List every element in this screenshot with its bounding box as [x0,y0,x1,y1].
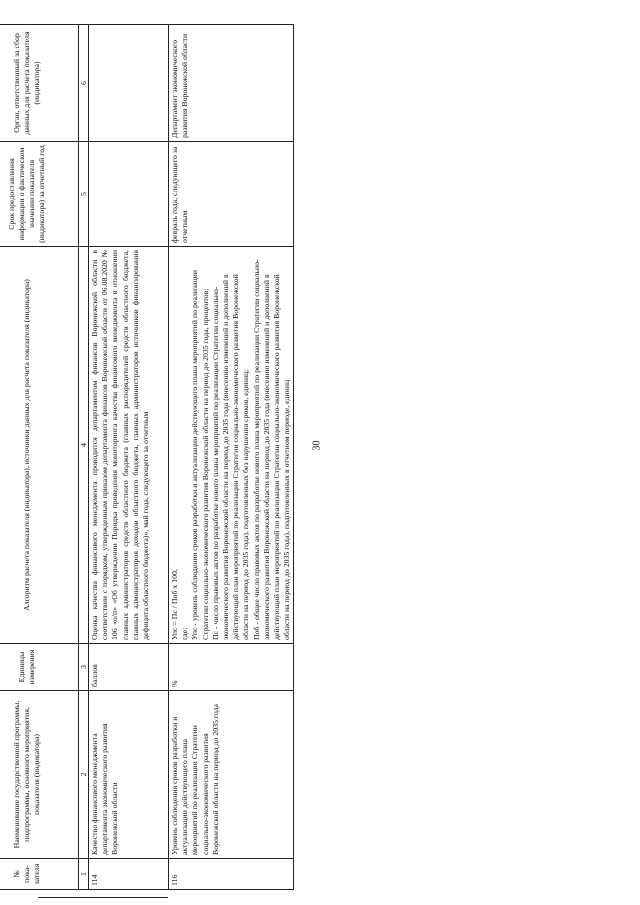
algorithm-text: Оценка качества финансового менеджмента проводится департаментом финансов Воронежской области в соответствии с порядком, утвержденным приказом департамента финансов Воронежской области от 06.08.2020 № 106 «о/п» «Об утверждении Порядка проведения мониторинга качества финансового менеджмента в отношении главных администраторов средств областного бюджета (главных распорядителей средств областного бюджета, главных администраторов доходов областного бюджета, главных администраторов источников финансирования дефицита областного бюджета)», май года, следующего за отчетным [90,250,151,640]
column-number-row [79,25,89,890]
algorithm-text: Поб - общее число правовых актов по разработке нового плана мероприятий по реализации Стратегии социально-экономического развития Воронежской области на период до 2035 года (внесению изменений и дополнений в действующий план мероприятий по реализации Стратегии социально-экономического развития Воронежской области на период до 2035 года), подготовленных в отчетном периоде, единиц [251,259,292,640]
algorithm-text: где: [180,627,190,640]
header-cell: Единицы измерения [0,644,79,691]
table-row [89,25,169,890]
responsible-organ [89,25,169,142]
algorithm [169,247,294,644]
unit: баллов [89,644,169,691]
deadline: февраль года, следующего за отчетным [169,142,294,247]
indicator-name: Уровень соблюдения сроков разработки и актуализации действующего плана мероприятий по реализации Стратегии социально-экономического развития Воронежской области на период до 2035 года [169,691,294,859]
algorithm-text: Упс = Пс / Поб х 100, [170,569,179,640]
indicator-name: Качество финансового менеджмента департамента экономического развития Воронежской области [89,691,169,859]
header-cell: № пока-зателя [0,859,79,890]
footnote-separator [38,897,168,898]
column-number: 4 [79,247,89,644]
table-header-row [0,25,79,890]
indicator-number: 114 [89,859,169,890]
page-number: 30 [311,440,323,451]
indicators-table [0,24,294,890]
column-number: 6 [79,25,89,142]
algorithm [89,247,169,644]
rotated-table-container [0,25,445,890]
unit: % [169,644,294,691]
column-number: 2 [79,691,89,859]
indicator-number: 116 [169,859,294,890]
table-row [169,25,294,890]
algorithm-text: Пс - число правовых актов по разработке нового плана мероприятий по реализации Стратегии социально-экономического развития Воронежской области на период до 2035 года (внесению изменений и дополнений в действующий план мероприятий по реализации Стратегии социально-экономического развития Воронежской области на период до 2035 года), подготовленных без нарушения сроков, единиц; [210,274,251,640]
column-number: 1 [79,859,89,890]
header-cell: Срок предоставления информации о фактическом значении показателя (индикатора) за отчетный год [0,142,79,247]
algorithm-text: Упс - уровень соблюдения сроков разработки и актуализации действующего плана мероприятий по реализации Стратегии социально-экономического развития Воронежской области на период до 2035 года, процентов; [190,269,210,640]
header-cell: Наименование государственной программы, подпрограммы, основного мероприятия, показателя (индикатора) [0,691,79,859]
header-cell: Алгоритм расчета показателя (индикатора), источники данных для расчета показателя (индикатора) [0,247,79,644]
deadline [89,142,169,247]
column-number: 5 [79,142,89,247]
header-cell: Орган, ответственный за сбор данных для расчета показателя (индикатора) [0,25,79,142]
column-number: 3 [79,644,89,691]
responsible-organ: Департамент экономического развития Воронежской области [169,25,294,142]
